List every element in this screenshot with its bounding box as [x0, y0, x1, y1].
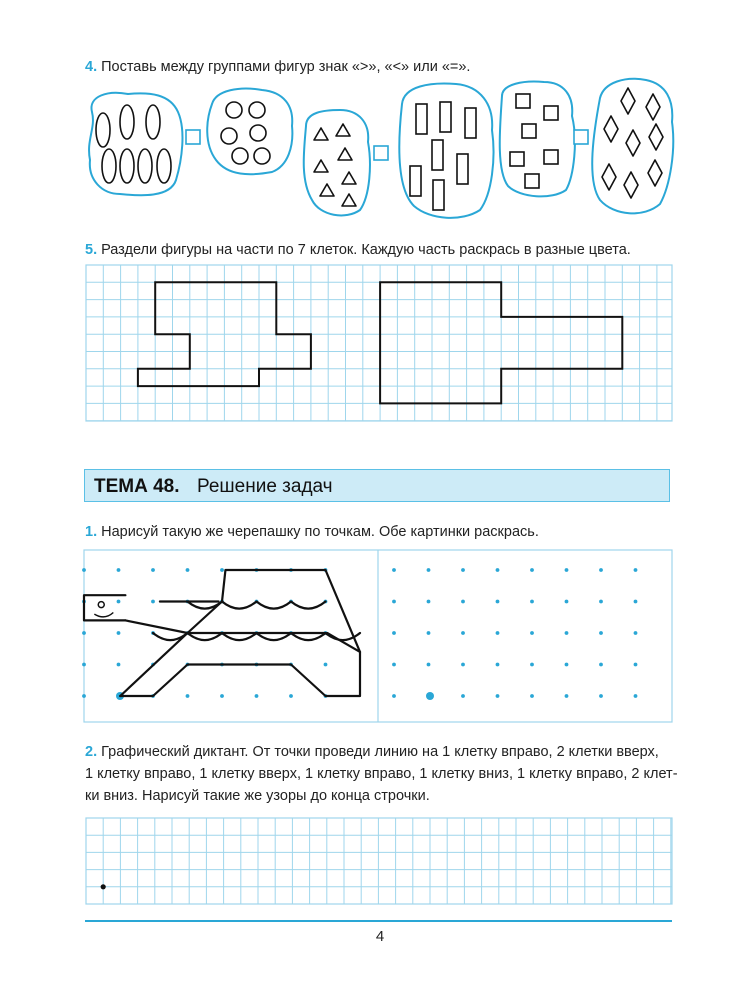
rectangles: [410, 102, 476, 210]
task-2-line-2: 1 клетку вправо, 1 клетку вверх, 1 клетку вправо, 1 клетку вниз, 1 клетку вправо, 2 клет-: [85, 766, 678, 782]
task-1-number: 1.: [85, 524, 98, 540]
task-1-text: [85, 521, 539, 543]
circles: [221, 102, 270, 164]
task-2-line-1: 2. Графический диктант. От точки проведи линию на 1 клетку вправо, 2 клетки вверх,: [85, 744, 659, 760]
grid-lines: [86, 265, 672, 421]
group-blob-rhombuses: [592, 79, 673, 214]
footer-divider: [85, 920, 672, 922]
group-blob-triangles: [304, 110, 370, 215]
topic-title: Решение задач: [197, 476, 333, 497]
topic-number: ТЕМА 48.: [94, 476, 180, 497]
group-blob-squares: [500, 82, 575, 197]
task-5-instruction: Раздели фигуры на части по 7 клеток. Каждую часть раскрась в разные цвета.: [101, 242, 631, 258]
turtle-dot-panel: [84, 550, 672, 722]
squares: [510, 94, 558, 188]
grid-lines: [86, 818, 672, 904]
task-1-instruction: Нарисуй такую же черепашку по точкам. Обе картинки раскрась.: [101, 524, 539, 540]
page-number: 4: [375, 928, 385, 945]
turtle-eye: [98, 602, 104, 608]
triangles: [314, 124, 356, 206]
task-4-instruction: Поставь между группами фигур знак «>», «<» или «=».: [101, 59, 471, 75]
comparison-box-3: [574, 130, 588, 144]
turtle-drawing: [84, 570, 360, 696]
turtle-smile: [94, 613, 113, 617]
ovals: [96, 105, 171, 183]
task-5-text: [85, 239, 631, 261]
start-dot-right: [426, 692, 434, 700]
task-2-grid: [86, 818, 672, 904]
task-2-line-3: ки вниз. Нарисуй такие же узоры до конца строчки.: [85, 788, 430, 804]
task-4-number: 4.: [85, 59, 98, 75]
group-blob-circles: [207, 89, 292, 175]
group-blob-rectangles: [399, 84, 493, 218]
task-4-text: [85, 56, 470, 78]
task-5-grid: [86, 265, 672, 421]
group-blob-ovals: [89, 93, 182, 195]
task-2-number: 2.: [85, 744, 98, 760]
rhombuses: [602, 88, 663, 198]
comparison-box-1: [186, 130, 200, 144]
comparison-box-2: [374, 146, 388, 160]
topic-header: [84, 469, 670, 502]
task-2-text: [85, 741, 685, 807]
start-dot: [101, 884, 106, 889]
task-5-number: 5.: [85, 242, 98, 258]
